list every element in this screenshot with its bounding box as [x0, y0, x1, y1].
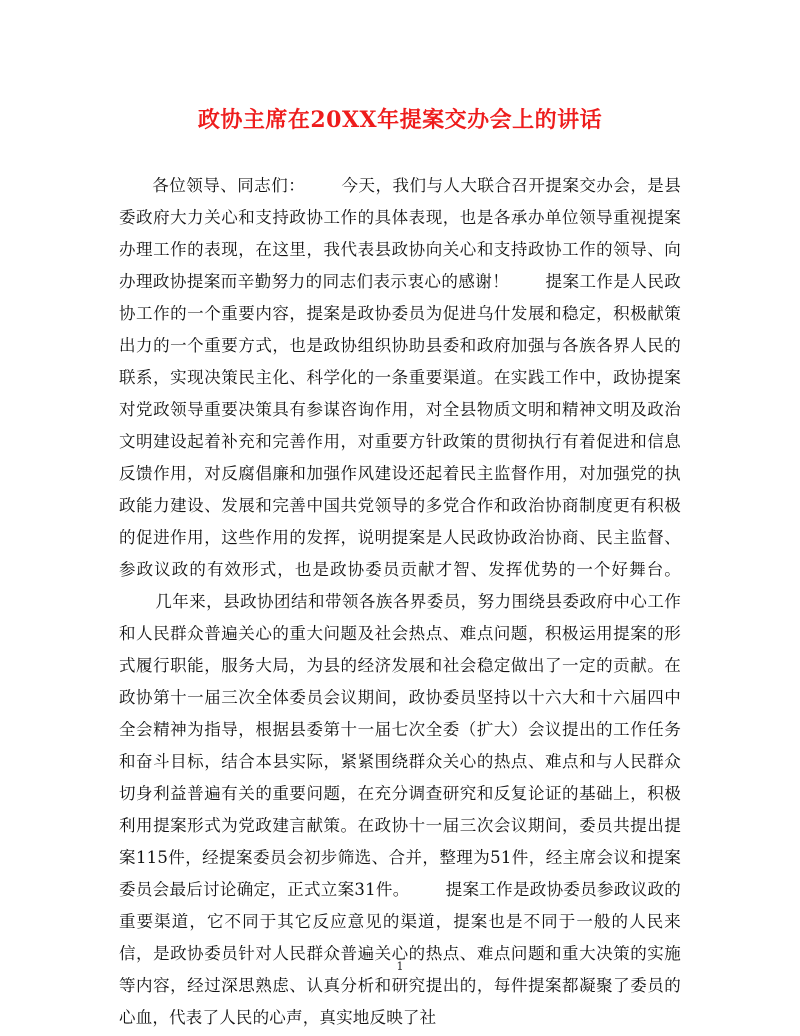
- document-title: 政协主席在20XX年提案交办会上的讲话: [197, 107, 603, 133]
- paragraph-4: 提案工作是政协委员参政议政的重要渠道，它不同于其它反应意见的渠道，提案也是不同于一般的人民来信，是政协委员针对人民群众普遍关心的热点、难点问题和重大决策的实施等内容，经过深思熟虑、认真分析和研究提出的，每件提案都凝聚了委员的心血，代表了人民的心声，真实地反映了社: [119, 880, 681, 1027]
- salutation: 各位领导、同志们：: [152, 176, 306, 195]
- document-body: [119, 170, 681, 1034]
- paragraph-3: 几年来，县政协团结和带领各族各界委员，努力围绕县委政府中心工作和人民群众普遍关心的重大问题及社会热点、难点问题，积极运用提案的形式履行职能，服务大局，为县的经济发展和社会稳定做出了一定的贡献。在政协第十一届三次全体委员会议期间，政协委员坚持以十六大和十六届四中全会精神为指导，根据县委第十一届七次全委（扩大）会议提出的工作任务和奋斗目标，结合本县实际，紧紧围绕群众关心的热点、难点和与人民群众切身利益普遍有关的重要问题，在充分调查研究和反复论证的基础上，积极利用提案形式为党政建言献策。在政协十一届三次会议期间，委员共提出提案115件，经提案委员会初步筛选、合并，整理为51件，经主席会议和提案委员会最后讨论确定，正式立案31件。: [119, 592, 681, 899]
- paragraph-1: 今天，我们与人大联合召开提案交办会，是县委政府大力关心和支持政协工作的具体表现，也是各承办单位领导重视提案办理工作的表现，在这里，我代表县政协向关心和支持政协工作的领导、向办理政协提案而辛勤努力的同志们表示衷心的感谢！: [119, 176, 681, 291]
- page-number: 1: [396, 960, 404, 973]
- paragraph-2: 提案工作是人民政协工作的一个重要内容，提案是政协委员为促进乌什发展和稳定，积极献策出力的一个重要方式，也是政协组织协助县委和政府加强与各族各界人民的联系，实现决策民主化、科学化的一条重要渠道。在实践工作中，政协提案对党政领导重要决策具有参谋咨询作用，对全县物质文明和精神文明及政治文明建设起着补充和完善作用，对重要方针政策的贯彻执行有着促进和信息反馈作用，对反腐倡廉和加强作风建设还起着民主监督作用，对加强党的执政能力建设、发展和完善中国共党领导的多党合作和政治协商制度更有积极的促进作用，这些作用的发挥，说明提案是人民政协政治协商、民主监督、参政议政的有效形式，也是政协委员贡献才智、发挥优势的一个好舞台。: [119, 272, 681, 579]
